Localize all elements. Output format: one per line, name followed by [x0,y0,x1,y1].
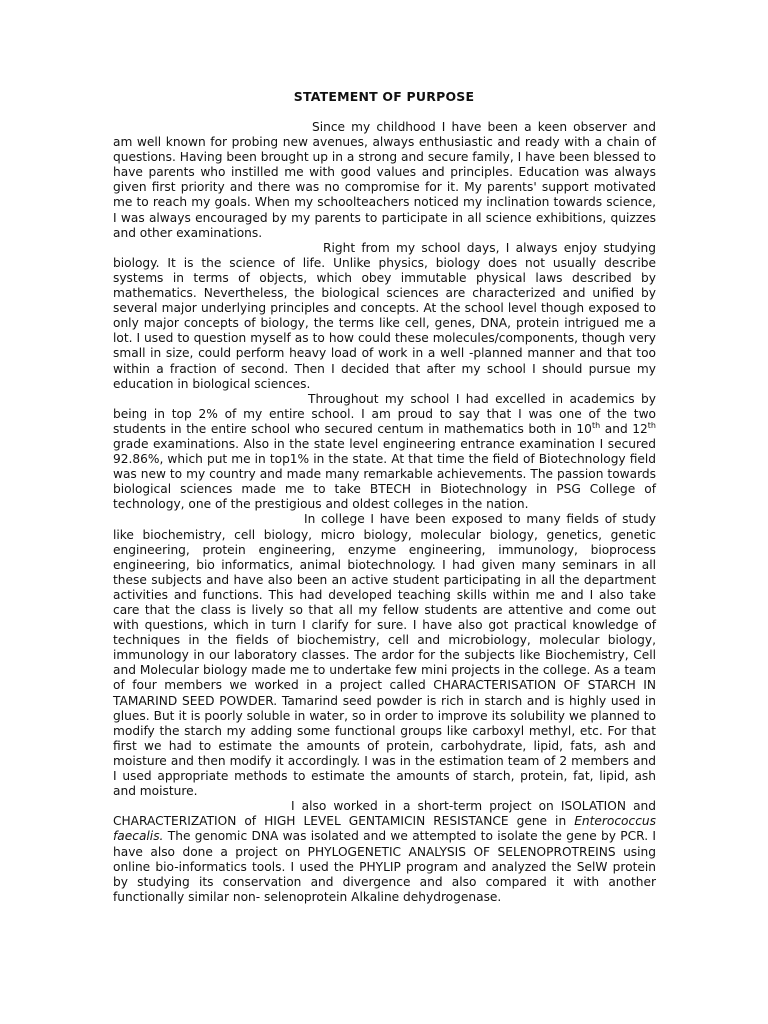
species-name: Enterococcus faecalis. [113,814,656,844]
academics-text-a: Throughout my school I had excelled in academics by being in top 2% of my entire school. I am proud to say that I was one of the two students in the entire school who secured centum in mathematics both in 10 [113,391,656,436]
paragraph-projects [113,799,656,905]
document-body [113,120,656,905]
projects-text-a: I also worked in a short-term project on ISOLATION and CHARACTERIZATION of HIGH LEVEL GENTAMICIN RESISTANCE gene in [113,799,656,829]
academics-text-c: grade examinations. Also in the state level engineering entrance examination I secured 92.86%, which put me in top1% in the state. At that time the field of Biotechnology field was new to my country and made many remarkable achievements. The passion towards biological sciences made me to take BTECH in Biotechnology in PSG College of technology, one of the prestigious and oldest colleges in the nation. [113,436,656,512]
superscript-th-1: th [591,420,601,430]
projects-text-b: The genomic DNA was isolated and we attempted to isolate the gene by PCR. I have also done a project on PHYLOGENETIC ANALYSIS OF SELENOPROTREINS using online bio-informatics tools. I used the PHYLIP program and analyzed the SelW protein by studying its conservation and divergence and also compared it with another functionally similar non- selenoprotein Alkaline dehydrogenase. [113,829,656,904]
paragraph-academics [113,392,656,513]
superscript-th-2: th [647,420,657,430]
paragraph-childhood: Since my childhood I have been a keen observer and am well known for probing new avenues, always enthusiastic and ready with a chain of questions. Having been brought up in a strong and secure family, I have been blessed to have parents who instilled me with good values and principles. Education was always given first priority and there was no compromise for it. My parents' support motivated me to reach my goals. When my schoolteachers noticed my inclination towards science, I was always encouraged by my parents to participate in all science exhibitions, quizzes and other examinations. [113,120,656,240]
paragraph-college: In college I have been exposed to many fields of study like biochemistry, cell biology, micro biology, molecular biology, genetics, genetic engineering, protein engineering, enzyme engineering, immunology, bioprocess engineering, bio informatics, animal biotechnology. I had given many seminars in all these subjects and have also been an active student participating in all the department activities and functions. This had developed teaching skills within me and I also take care that the class is lively so that all my fellow students are attentive and come out with questions, which in turn I clarify for sure. I have also got practical knowledge of techniques in the fields of biochemistry, cell and microbiology, molecular biology, immunology in our laboratory classes. The ardor for the subjects like Biochemistry, Cell and Molecular biology made me to undertake few mini projects in the college. As a team of four members we worked in a project called CHARACTERISATION OF STARCH IN TAMARIND SEED POWDER. Tamarind seed powder is rich in starch and is highly used in glues. But it is poorly soluble in water, so in order to improve its solubility we planned to modify the starch my adding some functional groups like carboxyl methyl, etc. For that first we had to estimate the amounts of protein, carbohydrate, lipid, fats, ash and moisture and then modify it accordingly. I was in the estimation team of 2 members and I used appropriate methods to estimate the amounts of starch, protein, fat, lipid, ash and moisture. [113,512,656,799]
academics-text-b: and 12 [600,421,648,436]
paragraph-biology-interest: Right from my school days, I always enjoy studying biology. It is the science of life. Unlike physics, biology does not usually describe systems in terms of objects, which obey immutable physical laws described by mathematics. Nevertheless, the biological sciences are characterized and unified by several major underlying principles and concepts. At the school level though exposed to only major concepts of biology, the terms like cell, genes, DNA, protein intrigued me a lot. I used to question myself as to how could these molecules/components, though very small in size, could perform heavy load of work in a well -planned manner and that too within a fraction of second. Then I decided that after my school I should pursue my education in biological sciences. [113,240,656,391]
document-title: STATEMENT OF PURPOSE [293,89,475,104]
